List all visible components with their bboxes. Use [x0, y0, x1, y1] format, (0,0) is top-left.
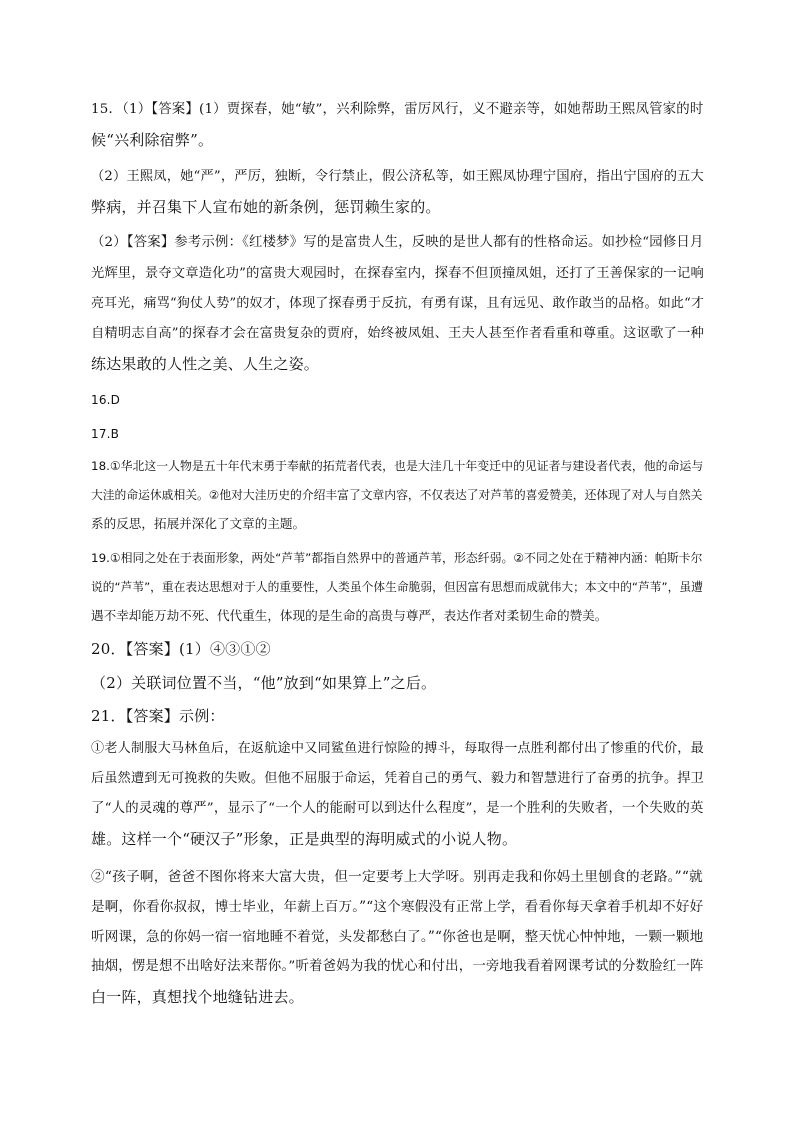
answer-19-line-3: 遇不幸却能万劫不死、代代重生，体现的是生命的高贵与尊严，表达作者对柔韧生命的赞美。 — [91, 608, 608, 623]
answer-21-heading: 21．【答案】示例： — [91, 707, 225, 725]
answer-19-line-2: 说的“芦苇”，重在表达思想对于人的重要性，人类虽个体生命脆弱，但因富有思想而成就伟大；本文中的“芦苇”，虽遭 — [91, 580, 703, 594]
answer-18-line-1: 18.①华北这一人物是五十年代末勇于奉献的拓荒者代表，也是大洼几十年变迁中的见证者与建设者代表，他的命运与 — [91, 459, 704, 473]
answer-17: 17.B — [91, 427, 120, 441]
answer-15-essay-line-2: 光辉里，景夺文章造化功”的富贵大观园时，在探春室内，探春不但顶撞凤姐，还打了王善保家的一记响 — [91, 266, 704, 281]
answer-21-1-line-2: 后虽然遭到无可挽救的失败。但他不屈服于命运，凭着自己的勇气、毅力和智慧进行了奋勇的抗争。捍卫 — [91, 771, 704, 786]
answer-21-1-line-1: ①老人制服大马林鱼后，在返航途中又同鲨鱼进行惊险的搏斗，每取得一点胜利都付出了惨重的代价，最 — [91, 741, 704, 756]
answer-19-line-1: 19.①相同之处在于表面形象，两处“芦苇”都指自然界中的普通芦苇，形态纤弱。②不同之处在于精神内涵：帕斯卡尔 — [91, 551, 703, 565]
answer-21-2-line-4: 抽烟，愣是想不出啥好法来帮你。”听着爸妈为我的忧心和付出，一旁地我看着网课考试的分数脸红一阵 — [91, 959, 704, 974]
answer-21-2-line-5: 白一阵，真想找个地缝钻进去。 — [91, 988, 304, 1006]
answer-15-line-2: 候“兴利除宿弊”。 — [91, 131, 214, 149]
answer-15-2-line-2: 弊病，并召集下人宣布她的新条例，惩罚赖生家的。 — [91, 198, 441, 216]
answer-15-essay-line-4: 自精明志自高”的探春才会在富贵复杂的贾府，始终被凤姐、王夫人甚至作者看重和尊重。这讴歌了一种 — [91, 326, 704, 341]
answer-20-line-2: （2）关联词位置不当，“他”放到“如果算上”之后。 — [91, 674, 437, 692]
answer-15-essay-line-3: 亮耳光，痛骂“狗仗人势”的奴才，体现了探春勇于反抗，有勇有谋，且有远见、敢作敢当的品格。如此“才 — [91, 296, 705, 311]
answer-21-2-line-1: ②“孩子啊，爸爸不图你将来大富大贵，但一定要考上大学呀。别再走我和你妈土里刨食的老路。”“就 — [91, 869, 703, 885]
answer-15-essay-line-5: 练达果敢的人性之美、人生之姿。 — [91, 355, 320, 373]
answer-20-line-1: 20．【答案】(1）④③①② — [91, 640, 271, 658]
answer-21-2-line-3: 听网课，急的你妈一宿一宿地睡不着觉，头发都愁白了。”“你爸也是啊，整天忧心忡忡地，一颗一颗地 — [91, 929, 704, 945]
answer-21-1-line-4: 雄。这样一个“硬汉子”形象，正是典型的海明威式的小说人物。 — [91, 830, 518, 848]
answer-21-2-line-2: 是啊，你看你叔叔，博士毕业，年薪上百万。”“这个寒假没有正常上学，看看你每天拿着手机却不好好 — [91, 899, 704, 915]
answer-15-2-line-1: （2）王熙凤，她“严”，严厉，独断，令行禁止，假公济私等，如王熙凤协理宁国府，指出宁国府的五大 — [91, 169, 704, 184]
answer-15-line-1: 15．（1）【答案】(1）贾探春，她“敏”，兴利除弊，雷厉风行，义不避亲等，如她帮助王熙凤管家的时 — [91, 102, 704, 117]
answer-21-1-line-3: 了“人的灵魂的尊严”，显示了“一个人的能耐可以到达什么程度”，是一个胜利的失败者，一个失败的英 — [91, 801, 704, 816]
answer-15-essay-line-1: （2）【答案】参考示例：《红楼梦》写的是富贵人生，反映的是世人都有的性格命运。如抄检“园修日月 — [91, 235, 704, 250]
answer-18-line-2: 大洼的命运休戚相关。②他对大洼历史的介绍丰富了文章内容，不仅表达了对芦苇的喜爱赞美，还体现了对人与自然关 — [91, 488, 703, 502]
answer-16: 16.D — [91, 393, 121, 407]
answer-18-line-3: 系的反思，拓展并深化了文章的主题。 — [91, 516, 306, 531]
